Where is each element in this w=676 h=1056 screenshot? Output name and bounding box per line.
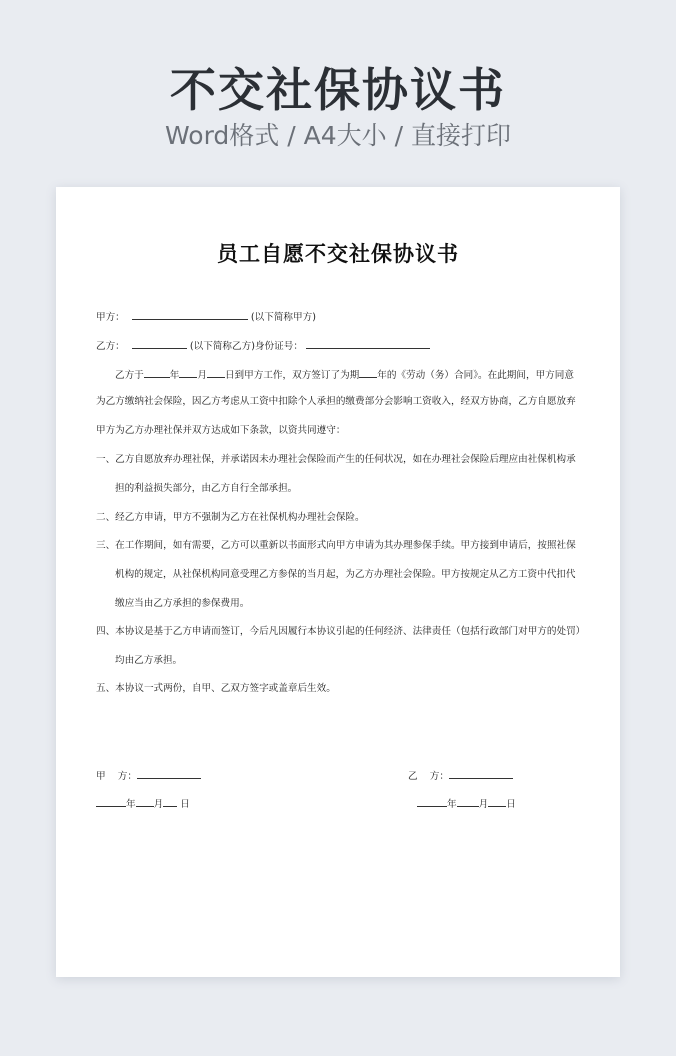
blank [207, 367, 225, 378]
date-day: 日 [180, 799, 190, 810]
clause-3-line-2: 机构的规定，从社保机构同意受理乙方参保的当月起，为乙方办理社会保险。甲方按规定从乙方工资中代扣代 [115, 569, 576, 580]
blank [488, 796, 506, 807]
clause-3-line-3: 缴应当由乙方承担的参保费用。 [115, 598, 250, 609]
signature-label: 甲 方： [96, 771, 137, 782]
blank [457, 796, 479, 807]
blank [359, 367, 377, 378]
blank [96, 796, 126, 807]
blank [144, 367, 170, 378]
party-b-date [417, 796, 516, 812]
date-year: 年 [447, 799, 457, 810]
clause-5-line-1: 五、本协议一式两份，自甲、乙双方签字或盖章后生效。 [96, 683, 336, 694]
party-a-date [96, 796, 190, 812]
id-number-blank [306, 338, 430, 349]
blank [163, 796, 177, 807]
intro-text: 日到甲方工作，双方签订了为期 [224, 370, 360, 381]
party-b-suffix: (以下简称乙方)身份证号： [189, 341, 303, 352]
clause-1-line-2: 担的利益损失部分，由乙方自行全部承担。 [115, 483, 298, 494]
clause-1-line-1: 一、乙方自愿放弃办理社保，并承诺因未办理社会保险而产生的任何状况，如在办理社会保险后理应由社保机构承 [96, 454, 576, 465]
intro-text: 年 [169, 370, 180, 381]
date-year: 年 [126, 799, 136, 810]
intro-text: 年的《劳动（务）合同》。在此期间，甲方同意 [377, 370, 574, 381]
party-a-signature [96, 768, 201, 784]
blank [136, 796, 154, 807]
document-page [56, 187, 620, 977]
party-b-signature [408, 768, 513, 784]
intro-text: 月 [197, 370, 207, 381]
clause-4-line-2: 均由乙方承担。 [115, 655, 183, 666]
signature-blank [449, 768, 513, 779]
date-month: 月 [153, 799, 164, 810]
party-b-label: 乙方： [96, 341, 125, 352]
date-day: 日 [506, 799, 516, 810]
clause-3-line-1: 三、在工作期间，如有需要，乙方可以重新以书面形式向甲方申请为其办理参保手续。甲方接到申请后，按照社保 [96, 540, 576, 551]
document-title: 员工自愿不交社保协议书 [217, 242, 459, 266]
banner-title: 不交社保协议书 [170, 63, 506, 117]
clause-4-line-1: 四、本协议是基于乙方申请而签订，今后凡因履行本协议引起的任何经济、法律责任（包括行政部门对甲方的处罚） [96, 626, 586, 637]
intro-line-1 [96, 367, 605, 383]
date-month: 月 [478, 799, 489, 810]
signature-blank [137, 768, 201, 779]
banner-subtitle: Word格式 / A4大小 / 直接打印 [165, 121, 511, 150]
signature-label: 乙 方： [408, 771, 449, 782]
party-b-blank [132, 338, 187, 349]
party-a-blank [132, 309, 248, 320]
party-a-label: 甲方： [96, 312, 125, 323]
party-b-line [96, 338, 586, 354]
intro-line-3: 甲方为乙方办理社保并双方达成如下条款，以资共同遵守： [96, 425, 346, 436]
intro-text: 乙方于 [115, 370, 144, 381]
party-a-line [96, 309, 586, 325]
party-a-suffix: (以下简称甲方) [250, 312, 316, 323]
clause-2-line-1: 二、经乙方申请，甲方不强制为乙方在社保机构办理社会保险。 [96, 512, 365, 523]
blank [179, 367, 197, 378]
intro-line-2: 为乙方缴纳社会保险，因乙方考虑从工资中扣除个人承担的缴费部分会影响工资收入，经双方协商，乙方自愿放弃 [96, 396, 576, 407]
blank [417, 796, 447, 807]
